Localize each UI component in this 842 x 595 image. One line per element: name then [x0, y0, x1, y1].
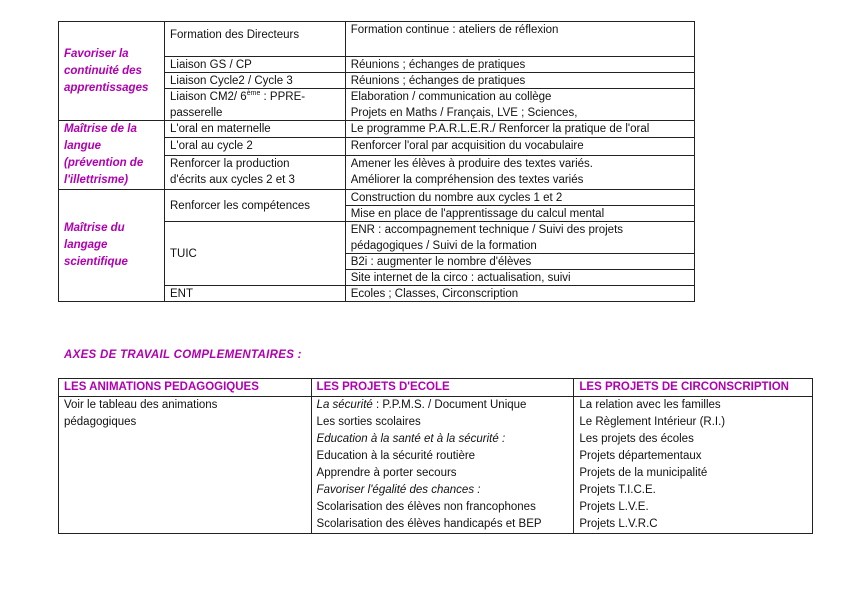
animations-cell [59, 397, 312, 534]
actions-cell [345, 121, 694, 138]
actions-cell [345, 57, 694, 73]
topic-cell [165, 190, 346, 222]
axis-label-line: apprentissages [64, 81, 149, 94]
list-item: Scolarisation des élèves handicapés et BEP [316, 518, 542, 530]
actions-cell [345, 206, 694, 222]
action-text: Elaboration / communication au collège [350, 91, 552, 103]
axis-label-line: l'illettrisme) [64, 174, 129, 186]
actions-wrap [351, 156, 694, 187]
action-text: Renforcer l'oral par acquisition du vocabulaire [350, 140, 584, 153]
actions-cell [345, 89, 694, 121]
actions-cell [345, 138, 694, 155]
topic-text: Renforcer la production [170, 157, 290, 170]
topic-cell [165, 22, 346, 57]
actions-cell [345, 254, 694, 270]
topic-text: L'oral au cycle 2 [170, 140, 253, 153]
topic-text: Liaison Cycle2 / Cycle 3 [170, 75, 293, 87]
actions-cell [345, 22, 694, 57]
action-text: Formation continue : ateliers de réflexion [350, 24, 559, 36]
list-item: La relation avec les familles [579, 399, 721, 411]
list-item: Apprendre à porter secours [316, 467, 457, 479]
action-text: Mise en place de l'apprentissage du calcul mental [350, 208, 605, 220]
list-item: Education à la santé et à la sécurité : [316, 433, 506, 445]
topic-cell [165, 73, 346, 89]
actions-cell [345, 286, 694, 302]
header-animations: LES ANIMATIONS PEDAGOGIQUES [59, 379, 312, 397]
axis-langue [59, 121, 165, 190]
list-item: Favoriser l'égalité des chances : [316, 484, 481, 496]
axis-label-line: continuité des [64, 64, 142, 77]
topic-text: d'écrits aux cycles 2 et 3 [170, 173, 295, 186]
axis-label-line: langage [64, 239, 108, 251]
topic-cell [165, 155, 346, 190]
topic-cell [165, 57, 346, 73]
list-item: Education à la sécurité routière [316, 450, 476, 462]
list-item: Scolarisation des élèves non francophones [316, 501, 536, 513]
topic-cell [165, 121, 346, 138]
action-text: Le programme P.A.R.L.E.R./ Renforcer la pratique de l'oral [350, 123, 650, 135]
action-text: Réunions ; échanges de pratiques [350, 75, 526, 87]
topic-cell [165, 89, 346, 121]
axis-label-line: scientifique [64, 256, 128, 268]
topic-text: Liaison GS / CP [170, 59, 252, 71]
axis-label-line: (prévention de [64, 157, 144, 169]
action-text: Améliorer la compréhension des textes variés [350, 173, 584, 186]
topic-text-suffix: : PPRE- [260, 91, 306, 103]
action-text: B2i : augmenter le nombre d'élèves [350, 256, 532, 268]
axis-label-line: langue [64, 140, 102, 152]
projets-circo-cell [574, 397, 813, 534]
complementary-table [58, 378, 813, 534]
list-item: Voir le tableau des animations [64, 399, 218, 411]
actions-wrap [351, 222, 694, 253]
topic-cell [165, 138, 346, 155]
topic-wrap [170, 89, 345, 120]
axis-label-line: Maîtrise du [64, 222, 125, 234]
topic-text: Renforcer les compétences [170, 199, 310, 212]
axis-scientifique [59, 190, 165, 302]
projets-ecole-cell [311, 397, 574, 534]
list-item: Projets L.V.R.C [579, 518, 658, 530]
list-item: Les projets des écoles [579, 433, 694, 445]
topic-text: TUIC [170, 247, 197, 260]
actions-cell [345, 222, 694, 254]
axis-continuite [59, 22, 165, 121]
topic-text: ENT [170, 288, 193, 300]
action-text: Amener les élèves à produire des textes variés. [350, 157, 593, 170]
topic-text: Liaison CM2/ 6 [170, 91, 247, 103]
list-item: pédagogiques [64, 416, 137, 428]
list-item: Projets de la municipalité [579, 467, 708, 479]
topic-wrap [170, 156, 345, 187]
actions-cell [345, 73, 694, 89]
topic-superscript: ème [246, 90, 261, 98]
action-text: Site internet de la circo : actualisation, suivi [350, 272, 571, 284]
topic-text: Formation des Directeurs [170, 29, 300, 41]
header-projets-ecole: LES PROJETS D'ECOLE [311, 379, 574, 397]
topic-cell [165, 222, 346, 286]
list-item: Les sorties scolaires [316, 416, 421, 428]
list-item-italic: La sécurité [316, 399, 373, 411]
axis-label-line: Maîtrise de la [64, 123, 137, 135]
topic-text: L'oral en maternelle [170, 123, 271, 135]
section-title: AXES DE TRAVAIL COMPLEMENTAIRES : [64, 349, 302, 361]
actions-cell [345, 270, 694, 286]
list-item: Projets L.V.E. [579, 501, 649, 513]
actions-cell [345, 190, 694, 206]
list-item: Projets T.I.C.E. [579, 484, 656, 496]
list-item [317, 397, 574, 414]
actions-cell [345, 155, 694, 190]
objectives-table [58, 21, 695, 302]
topic-cell [165, 286, 346, 302]
list-item: Projets départementaux [579, 450, 702, 462]
action-text: Construction du nombre aux cycles 1 et 2 [350, 192, 563, 204]
action-text: Réunions ; échanges de pratiques [350, 59, 526, 71]
list-item: Le Règlement Intérieur (R.I.) [579, 416, 726, 428]
axis-label-line: Favoriser la [64, 47, 129, 60]
header-projets-circo: LES PROJETS DE CIRCONSCRIPTION [574, 379, 813, 397]
action-text: pédagogiques / Suivi de la formation [350, 240, 537, 252]
topic-text-line2: passerelle [170, 107, 223, 119]
actions-wrap [351, 89, 694, 120]
list-item-rest: : P.P.M.S. / Document Unique [372, 399, 527, 411]
action-text: ENR : accompagnement technique / Suivi des projets [350, 224, 624, 236]
action-text: Ecoles ; Classes, Circonscription [350, 288, 519, 300]
action-text: Projets en Maths / Français, LVE ; Sciences, [350, 107, 578, 119]
